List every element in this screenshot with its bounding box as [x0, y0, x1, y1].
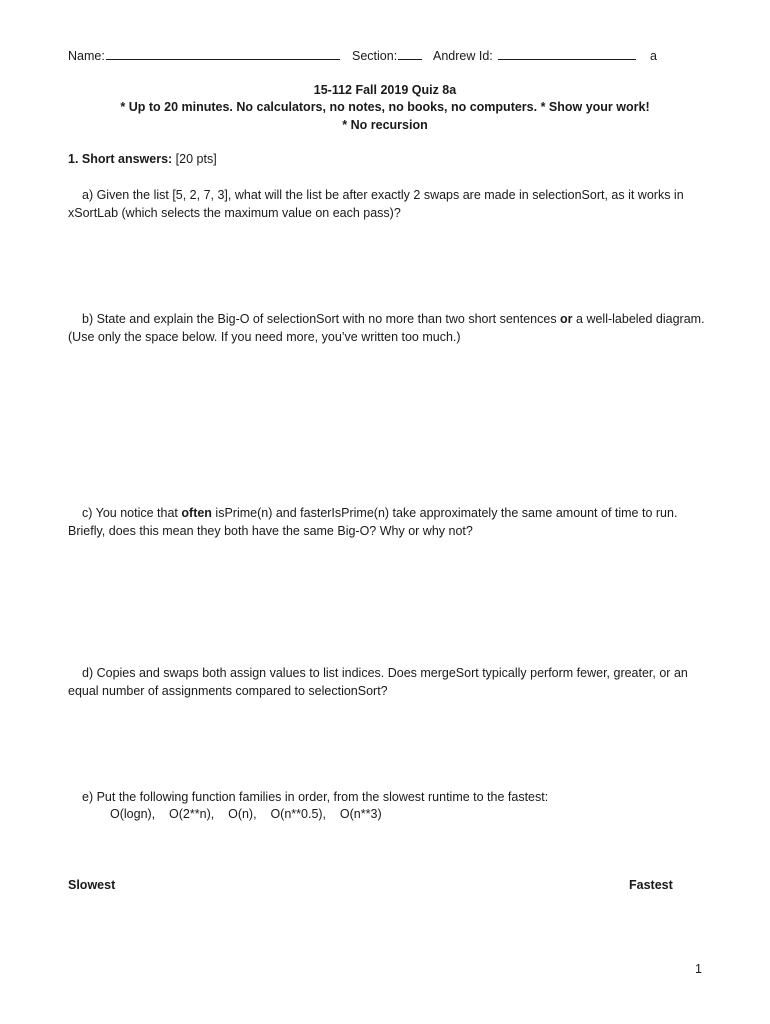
page-number: 1: [695, 962, 702, 976]
question-c-emphasis: often: [181, 506, 212, 520]
answer-space-c[interactable]: [68, 542, 708, 657]
section-heading: [68, 150, 217, 168]
andrew-id-blank[interactable]: [498, 47, 636, 60]
slowest-label: Slowest: [68, 878, 116, 892]
andrew-id-label: Andrew Id:: [433, 49, 493, 63]
question-c-text-1: c) You notice that: [82, 506, 182, 520]
quiz-restriction: * No recursion: [342, 118, 428, 132]
section-field: [352, 47, 422, 65]
question-c: [68, 504, 708, 540]
question-b-emphasis: or: [560, 312, 573, 326]
question-b-text-2: a well-labeled diagram. (Use only the space below. If you need more, you’ve written too much.): [68, 312, 705, 344]
question-e: e) Put the following function families in order, from the slowest runtime to the fastest:: [82, 790, 549, 804]
section-blank[interactable]: [398, 47, 422, 60]
question-a: a) Given the list [5, 2, 7, 3], what will the list be after exactly 2 swaps are made in selectionSort, as it works in xSortLab (which selects the maximum value on each pass)?: [68, 188, 684, 220]
fastest-label: Fastest: [629, 878, 673, 892]
question-b: [68, 310, 708, 346]
andrew-id-field: [433, 47, 636, 65]
name-label: Name:: [68, 49, 105, 63]
question-d: d) Copies and swaps both assign values to list indices. Does mergeSort typically perform fewer, greater, or an equal number of assignments compared to selectionSort?: [68, 666, 688, 698]
section-label: Section:: [352, 49, 398, 63]
quiz-version: a: [650, 49, 657, 63]
answer-space-d[interactable]: [68, 702, 708, 782]
section-heading-points: [20 pts]: [172, 152, 217, 166]
section-heading-label: 1. Short answers:: [68, 152, 173, 166]
name-blank[interactable]: [106, 47, 340, 60]
quiz-instructions: * Up to 20 minutes. No calculators, no notes, no books, no computers. * Show your work!: [120, 100, 650, 114]
quiz-title: 15-112 Fall 2019 Quiz 8a: [313, 83, 457, 97]
name-field: [68, 47, 340, 65]
question-c-text-2: isPrime(n) and fasterIsPrime(n) take approximately the same amount of time to run. Briefly, does this mean they both have the same Big-O? Why or why not?: [68, 506, 678, 538]
answer-space-b[interactable]: [68, 348, 708, 498]
answer-space-e[interactable]: [68, 896, 708, 946]
question-b-text-1: b) State and explain the Big-O of selectionSort with no more than two short sentences: [82, 312, 561, 326]
function-families-list: O(logn), O(2**n), O(n), O(n**0.5), O(n**3): [110, 807, 382, 821]
answer-space-a[interactable]: [68, 224, 708, 304]
